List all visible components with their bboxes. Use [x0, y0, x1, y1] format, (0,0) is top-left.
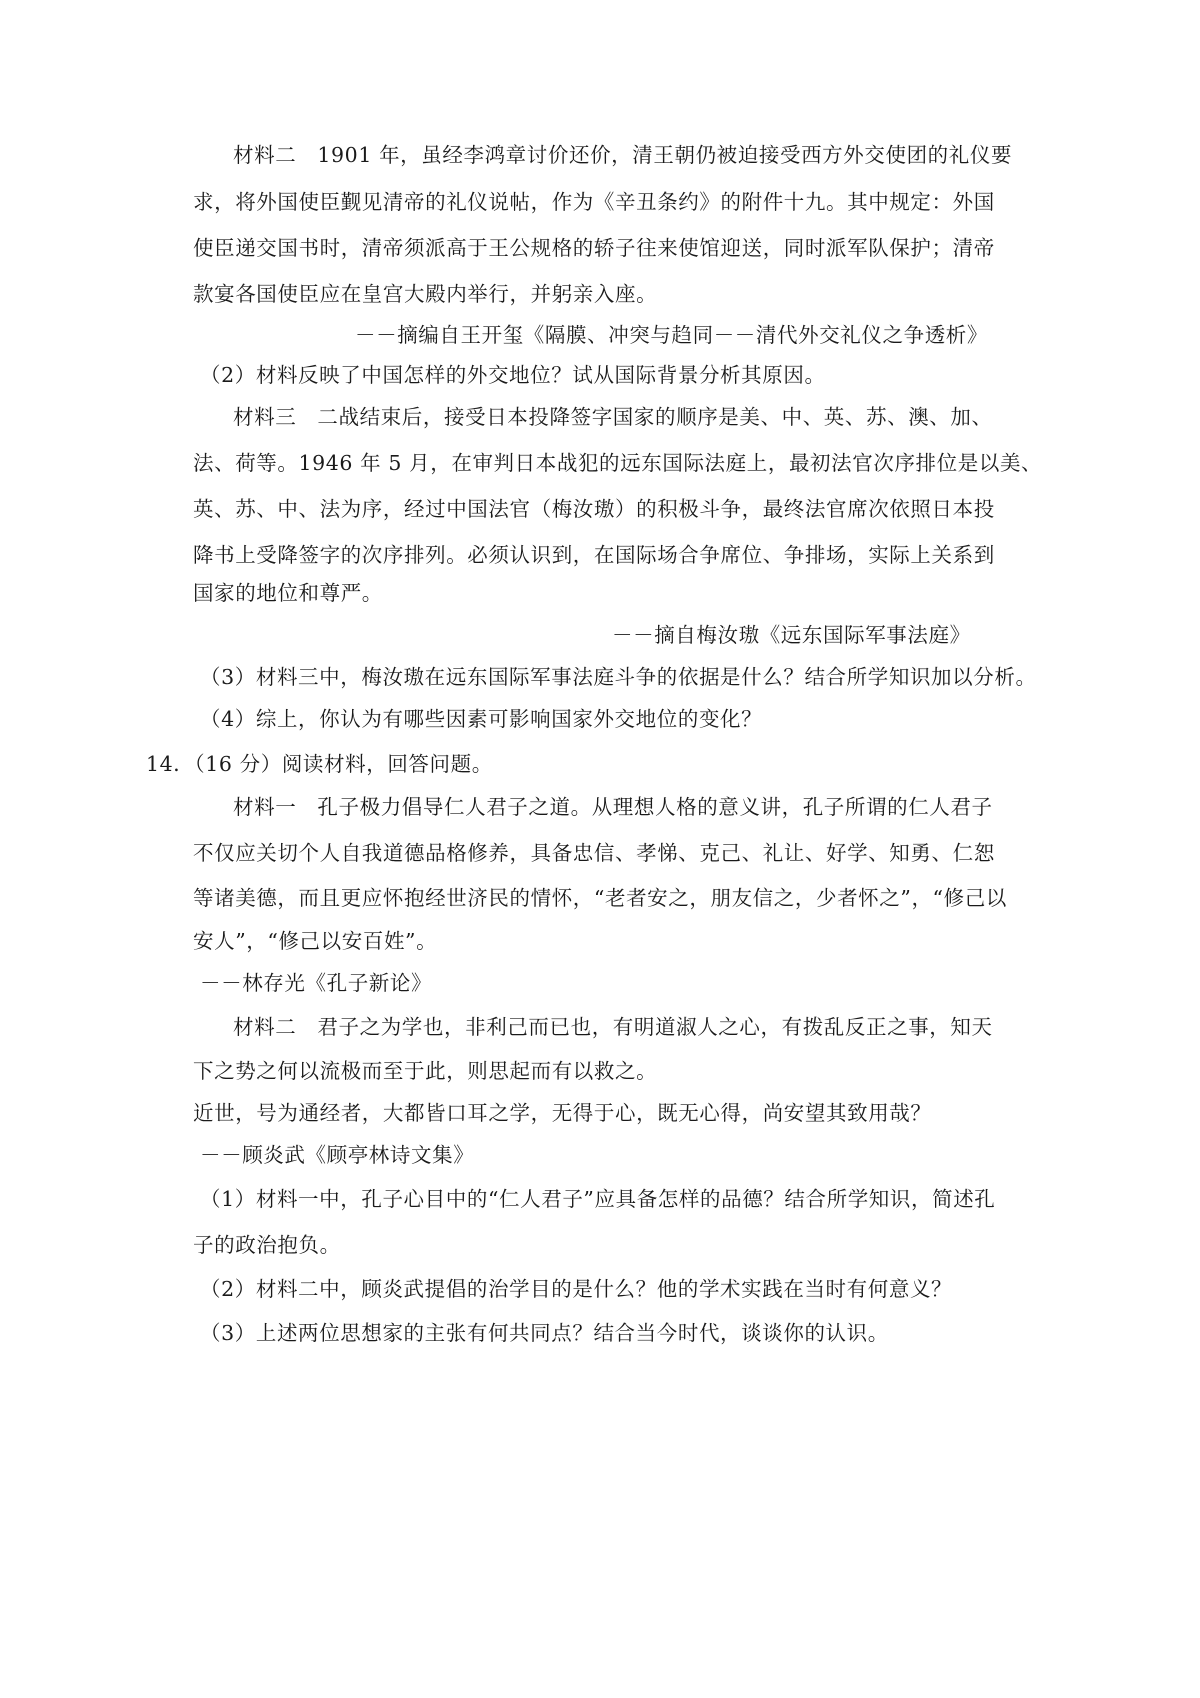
- q14-material2-source: －－顾炎武《顾亭林诗文集》: [200, 1143, 475, 1167]
- material3-line-5: 国家的地位和尊严。: [193, 581, 383, 605]
- material2-line-3: 使臣递交国书时，清帝须派高于王公规格的轿子往来使馆迎送，同时派军队保护；清帝: [193, 236, 995, 260]
- q14-material1-source: －－林存光《孔子新论》: [200, 971, 433, 995]
- q14-material2-line-2: 下之势之何以流极而至于此，则思起而有以救之。: [193, 1059, 658, 1083]
- material2-source: －－摘编自王开玺《隔膜、冲突与趋同－－清代外交礼仪之争透析》: [355, 323, 988, 347]
- material3-line-3: 英、苏、中、法为序，经过中国法官（梅汝璈）的积极斗争，最终法官席次依照日本投: [193, 497, 995, 521]
- material2-line-2: 求，将外国使臣觐见清帝的礼仪说帖，作为《辛丑条约》的附件十九。其中规定：外国: [193, 190, 995, 214]
- question-2: （2）材料反映了中国怎样的外交地位？试从国际背景分析其原因。: [200, 363, 826, 387]
- q14-material2-line-1: 材料二 君子之为学也，非利己而已也，有明道淑人之心，有拨乱反正之事，知天: [233, 1015, 993, 1039]
- material3-line-1: 材料三 二战结束后，接受日本投降签字国家的顺序是美、中、英、苏、澳、加、: [233, 405, 993, 429]
- material3-line-4: 降书上受降签字的次序排列。必须认识到，在国际场合争席位、争排场，实际上关系到: [193, 543, 995, 567]
- q14-question-1-line-2: 子的政治抱负。: [193, 1233, 341, 1257]
- q14-material1-line-4: 安人”，“修己以安百姓”。: [193, 929, 438, 953]
- material2-line-1: 材料二 1901 年，虽经李鸿章讨价还价，清王朝仍被迫接受西方外交使团的礼仪要: [233, 143, 1013, 167]
- q14-material1-line-2: 不仅应关切个人自我道德品格修养，具备忠信、孝悌、克己、礼让、好学、知勇、仁恕: [193, 841, 995, 865]
- question-4: （4）综上，你认为有哪些因素可影响国家外交地位的变化？: [200, 707, 763, 731]
- q14-question-2: （2）材料二中，顾炎武提倡的治学目的是什么？他的学术实践在当时有何意义？: [200, 1277, 953, 1301]
- material3-source: －－摘自梅汝璈《远东国际军事法庭》: [612, 623, 971, 647]
- q14-question-3: （3）上述两位思想家的主张有何共同点？结合当今时代，谈谈你的认识。: [200, 1321, 889, 1345]
- material3-line-2: 法、荷等。1946 年 5 月，在审判日本战犯的远东国际法庭上，最初法官次序排位是以美、: [193, 451, 1043, 475]
- q14-question-1-line-1: （1）材料一中，孔子心目中的“仁人君子”应具备怎样的品德？结合所学知识，简述孔: [200, 1187, 996, 1211]
- question-14-title: 14．（16 分）阅读材料，回答问题。: [146, 752, 493, 776]
- question-3: （3）材料三中，梅汝璈在远东国际军事法庭斗争的依据是什么？结合所学知识加以分析。: [200, 665, 1037, 689]
- q14-material1-line-3: 等诸美德，而且更应怀抱经世济民的情怀，“老者安之，朋友信之，少者怀之”，“修己以: [193, 886, 1007, 910]
- q14-material2-line-3: 近世，号为通经者，大都皆口耳之学，无得于心，既无心得，尚安望其致用哉？: [193, 1101, 932, 1125]
- q14-material1-line-1: 材料一 孔子极力倡导仁人君子之道。从理想人格的意义讲，孔子所谓的仁人君子: [233, 795, 993, 819]
- material2-line-4: 款宴各国使臣应在皇宫大殿内举行，并躬亲入座。: [193, 282, 658, 306]
